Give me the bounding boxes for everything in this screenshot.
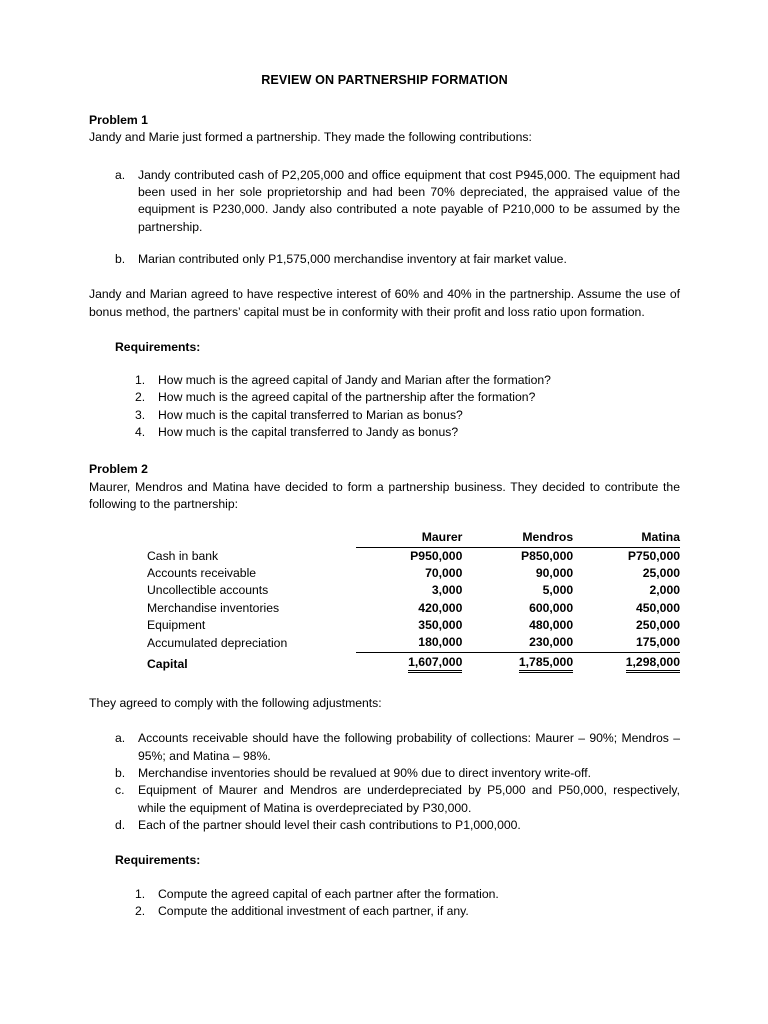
- list-marker: a.: [115, 731, 126, 746]
- total-cell-value: [462, 652, 573, 673]
- list-item: [89, 730, 680, 765]
- table-header: [147, 529, 680, 547]
- list-marker: 2.: [135, 903, 146, 918]
- list-marker: 2.: [135, 390, 146, 405]
- table-row: [147, 600, 680, 617]
- column-header-matina: Matina: [573, 529, 680, 547]
- list-marker: 1.: [135, 886, 146, 901]
- list-item: [89, 782, 680, 817]
- contributions-table: [147, 529, 680, 673]
- list-item-text: Compute the agreed capital of each partner after the formation.: [158, 886, 499, 901]
- list-marker: a.: [115, 167, 126, 182]
- total-cell-value: [356, 652, 463, 673]
- table-row: [147, 582, 680, 599]
- adjustments-list: [89, 730, 680, 834]
- list-marker: c.: [115, 783, 125, 798]
- cell-value: 230,000: [529, 635, 574, 650]
- problem-2-requirements-label: Requirements:: [115, 853, 201, 868]
- total-cell-value: [573, 652, 680, 673]
- adjustments-intro: They agreed to comply with the following adjustments:: [89, 696, 382, 710]
- list-item-text: Merchandise inventories should be revalued at 90% due to direct inventory write-off.: [138, 765, 591, 780]
- table-row: [147, 547, 680, 565]
- row-label: Accumulated depreciation: [147, 635, 288, 650]
- total-value-maurer: 1,607,000: [408, 655, 462, 673]
- list-item: [89, 407, 680, 424]
- column-header-mendros: Mendros: [462, 529, 573, 547]
- cell-value: 2,000: [649, 583, 680, 598]
- cell-value: 350,000: [418, 618, 463, 633]
- list-item-text: Accounts receivable should have the following probability of collections: Maurer – 90%; Mendros – 95%; and Matina – 98%.: [138, 731, 680, 763]
- cell-value: P850,000: [520, 548, 574, 563]
- problem-1-closing-paragraph: Jandy and Marian agreed to have respective interest of 60% and 40% in the partnership. Assume the use of bonus method, the partners’ capital must be in conformity with their profit and loss ratio upon formation.: [89, 287, 680, 319]
- page-title: REVIEW ON PARTNERSHIP FORMATION: [261, 73, 508, 87]
- problem-2-heading: Problem 2: [89, 462, 148, 477]
- table-row: [147, 565, 680, 582]
- total-row-label: Capital: [147, 656, 188, 671]
- table-row: [147, 634, 680, 652]
- contributions-table-wrapper: [147, 529, 680, 673]
- list-item: [89, 251, 680, 268]
- row-label: Accounts receivable: [147, 566, 257, 581]
- problem-1-intro: Jandy and Marie just formed a partnership. They made the following contributions:: [89, 130, 532, 145]
- cell-value: 250,000: [635, 618, 680, 633]
- list-item-text: Marian contributed only P1,575,000 merchandise inventory at fair market value.: [138, 251, 567, 266]
- table-header-row: [147, 529, 680, 547]
- list-marker: 4.: [135, 425, 146, 440]
- cell-value: 70,000: [425, 566, 463, 581]
- list-item-text: Equipment of Maurer and Mendros are underdepreciated by P5,000 and P50,000, respectively, while the equipment of Matina is overdepreciated by P30,000.: [138, 783, 680, 815]
- cell-value: 5,000: [542, 583, 574, 598]
- list-item: [89, 167, 680, 236]
- cell-value: 25,000: [642, 566, 680, 581]
- list-marker: 1.: [135, 373, 146, 388]
- cell-value: 175,000: [635, 635, 680, 650]
- cell-value: P950,000: [410, 548, 463, 563]
- list-marker: 3.: [135, 407, 146, 422]
- table-total-row: [147, 652, 680, 673]
- row-label: Equipment: [147, 618, 206, 633]
- total-value-mendros: 1,785,000: [519, 655, 573, 673]
- problem-2-requirements-list: [89, 886, 680, 921]
- cell-value: 90,000: [535, 566, 574, 581]
- list-item-text: How much is the agreed capital of the partnership after the formation?: [158, 390, 536, 405]
- list-item-text: How much is the capital transferred to Jandy as bonus?: [158, 425, 459, 440]
- list-item: [89, 372, 680, 389]
- list-marker: d.: [115, 817, 126, 832]
- list-item: [89, 903, 680, 920]
- problem-1-requirements-list: [89, 372, 680, 441]
- list-item: [89, 886, 680, 903]
- row-label: Merchandise inventories: [147, 600, 280, 615]
- cell-value: 3,000: [431, 583, 463, 598]
- list-item-text: Compute the additional investment of each partner, if any.: [158, 903, 469, 918]
- list-item: [89, 765, 680, 782]
- list-item: [89, 389, 680, 406]
- list-item-text: Each of the partner should level their cash contributions to P1,000,000.: [138, 817, 521, 832]
- list-item-text: How much is the capital transferred to Marian as bonus?: [158, 407, 463, 422]
- row-label: Uncollectible accounts: [147, 583, 269, 598]
- table-corner-cell: [147, 529, 356, 547]
- cell-value: 480,000: [529, 618, 574, 633]
- row-label: Cash in bank: [147, 548, 219, 563]
- list-item-text: Jandy contributed cash of P2,205,000 and office equipment that cost P945,000. The equipment had been used in her sole proprietorship and had been 70% depreciated, the appraised value of the equipment is P230,000. Jandy also contributed a note payable of P210,000 to be assumed by the partnership.: [138, 167, 680, 234]
- table-body: [147, 547, 680, 673]
- table-row: [147, 617, 680, 634]
- total-value-matina: 1,298,000: [626, 655, 680, 673]
- cell-value: 450,000: [635, 600, 680, 615]
- cell-value: 600,000: [529, 600, 574, 615]
- problem-1-requirements-label: Requirements:: [115, 339, 201, 354]
- cell-value: 420,000: [418, 600, 463, 615]
- list-marker: b.: [115, 251, 126, 266]
- list-item: [89, 817, 680, 834]
- problem-2-intro: Maurer, Mendros and Matina have decided to form a partnership business. They decided to contribute the following to the partnership:: [89, 479, 680, 512]
- list-item: [89, 424, 680, 441]
- problem-1-contributions-list: [89, 167, 680, 269]
- problem-1-heading: Problem 1: [89, 112, 148, 127]
- list-marker: b.: [115, 765, 126, 780]
- list-item-text: How much is the agreed capital of Jandy and Marian after the formation?: [158, 373, 551, 388]
- column-header-maurer: Maurer: [356, 529, 463, 547]
- cell-value: 180,000: [418, 635, 463, 650]
- cell-value: P750,000: [627, 548, 680, 563]
